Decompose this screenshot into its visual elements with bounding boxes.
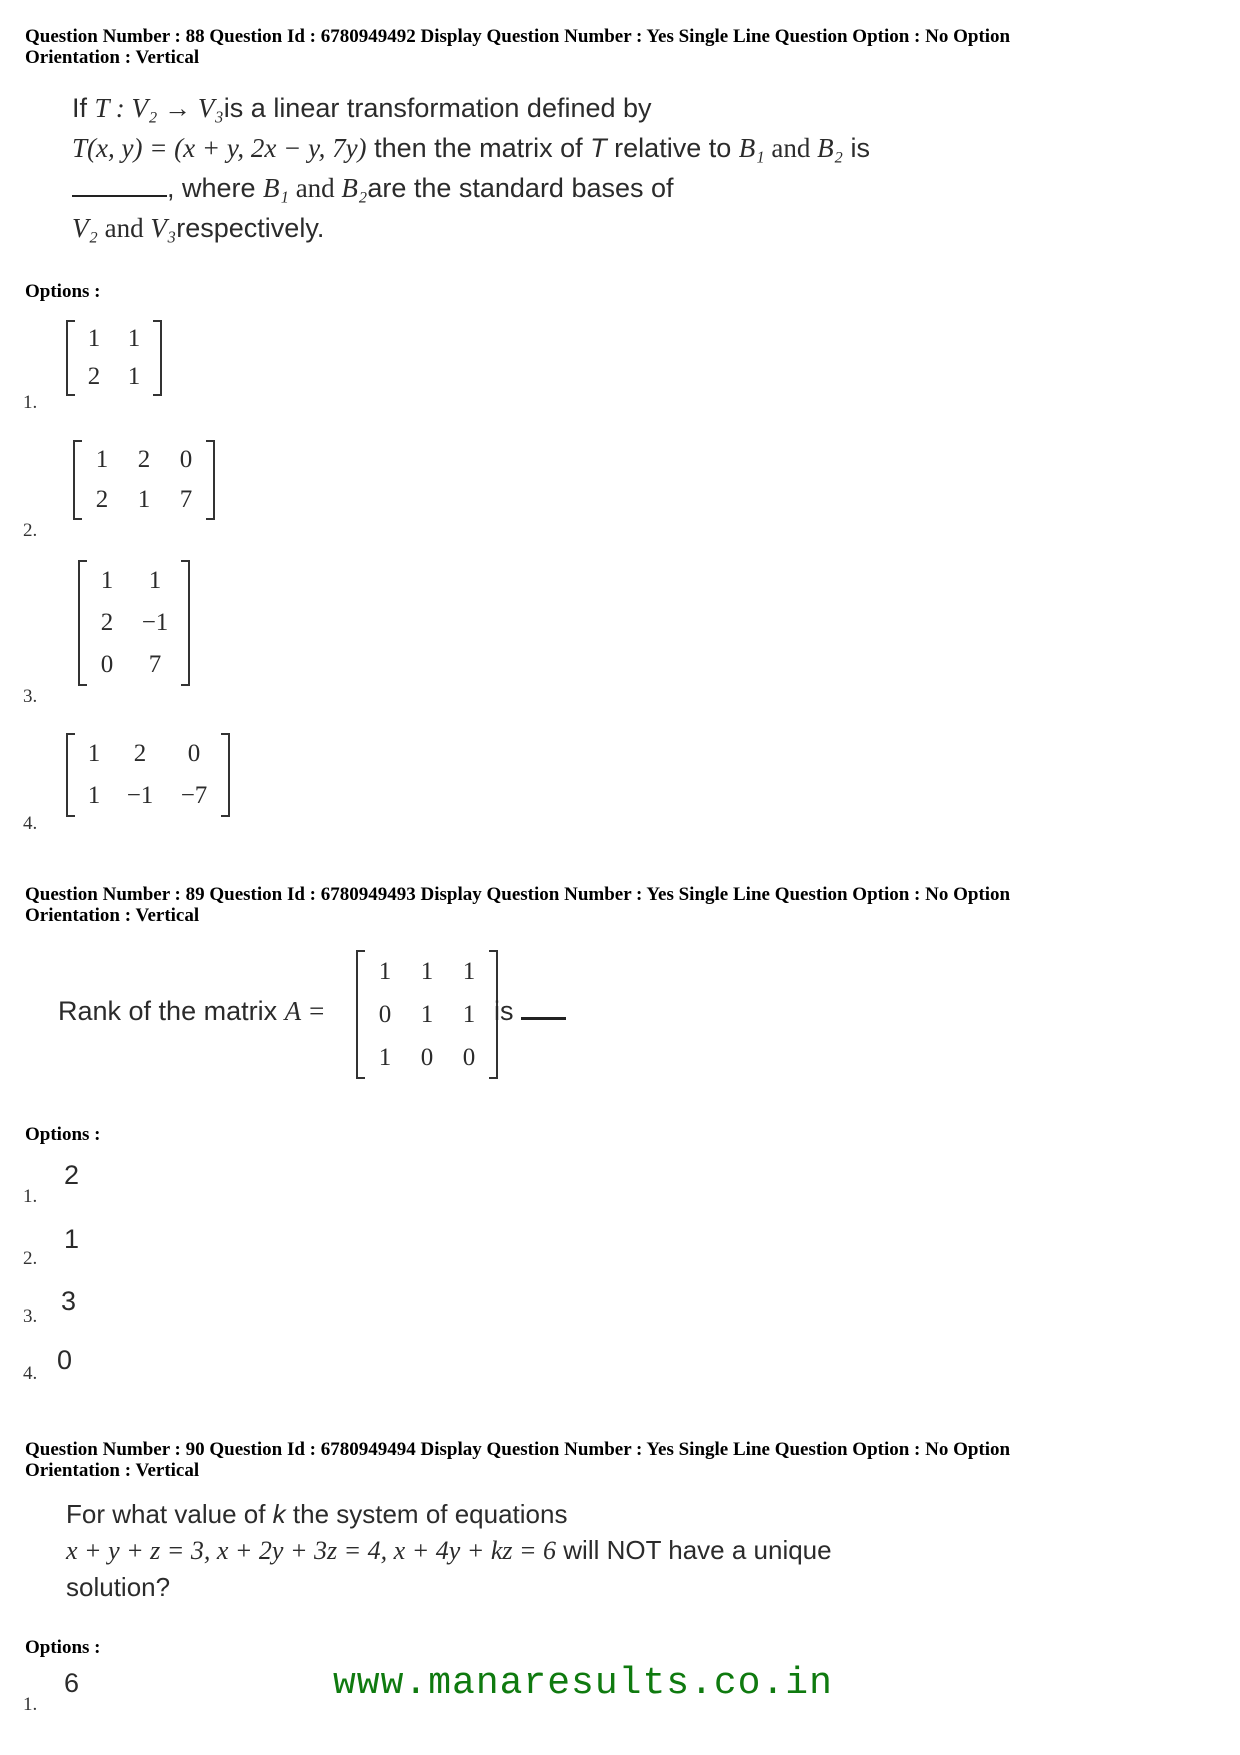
q89-option-2-value[interactable]: 1 [64,1224,80,1254]
question-88-header: Question Number : 88 Question Id : 6780949492 Display Question Number : Yes Single Line Question Option : No Option Orientation : Vertical [25,26,1011,68]
question-89-stem-text: Rank of the matrix A = [58,996,326,1026]
question-88-options-label: Options : [25,281,101,302]
question-89-header: Question Number : 89 Question Id : 6780949493 Display Question Number : Yes Single Line Question Option : No Option Orientation : Vertical [25,884,1011,926]
q89-option-4-number: 4. [23,1363,38,1384]
q90-option-1-value[interactable]: 6 [64,1668,80,1698]
q88-option-4-matrix[interactable]: 1 2 0 1 −1 −7 [66,733,230,817]
q88-option-2-number: 2. [23,520,38,541]
question-90-stem: For what value of k the system of equations x + y + z = 3, x + 2y + 3z = 4, x + 4y + kz = 6 will NOT have a unique solution? [66,1499,832,1602]
question-89-options-label: Options : [25,1124,101,1145]
q89-option-1-value[interactable]: 2 [64,1160,80,1190]
q90-option-1-number: 1. [23,1694,38,1715]
q89-option-2-number: 2. [23,1248,38,1269]
q89-option-3-number: 3. [23,1306,38,1327]
q88-option-3-number: 3. [23,686,38,707]
q88-option-2-matrix[interactable]: 1 2 0 2 1 7 [73,440,215,520]
site-watermark: www.manaresults.co.in [333,1662,833,1705]
question-90-options-label: Options : [25,1637,101,1658]
question-89-stem-suffix: is [494,996,566,1027]
q89-option-4-value[interactable]: 0 [57,1345,73,1375]
question-90-header: Question Number : 90 Question Id : 6780949494 Display Question Number : Yes Single Line Question Option : No Option Orientation : Vertical [25,1439,1011,1481]
q88-option-1-matrix[interactable]: 1 1 2 1 [66,320,162,396]
q88-option-4-number: 4. [23,813,38,834]
question-89-matrix: 1 1 1 0 1 1 1 0 0 [356,950,498,1079]
q89-option-1-number: 1. [23,1186,38,1207]
question-88-stem: If T : V₂ → V₃is a linear transformation defined by T(x, y) = (x + y, 2x − y, 7y) then the matrix of T relative to B₁ and B₂ is , where B₁ and B₂are the standard bases of V₂ and V₃respectively. [72,93,870,243]
q88-option-1-number: 1. [23,392,38,413]
q88-option-3-matrix[interactable]: 1 1 2 −1 0 7 [78,560,190,686]
answer-blank [72,195,167,197]
answer-blank [521,1017,566,1020]
q89-option-3-value[interactable]: 3 [61,1286,77,1316]
